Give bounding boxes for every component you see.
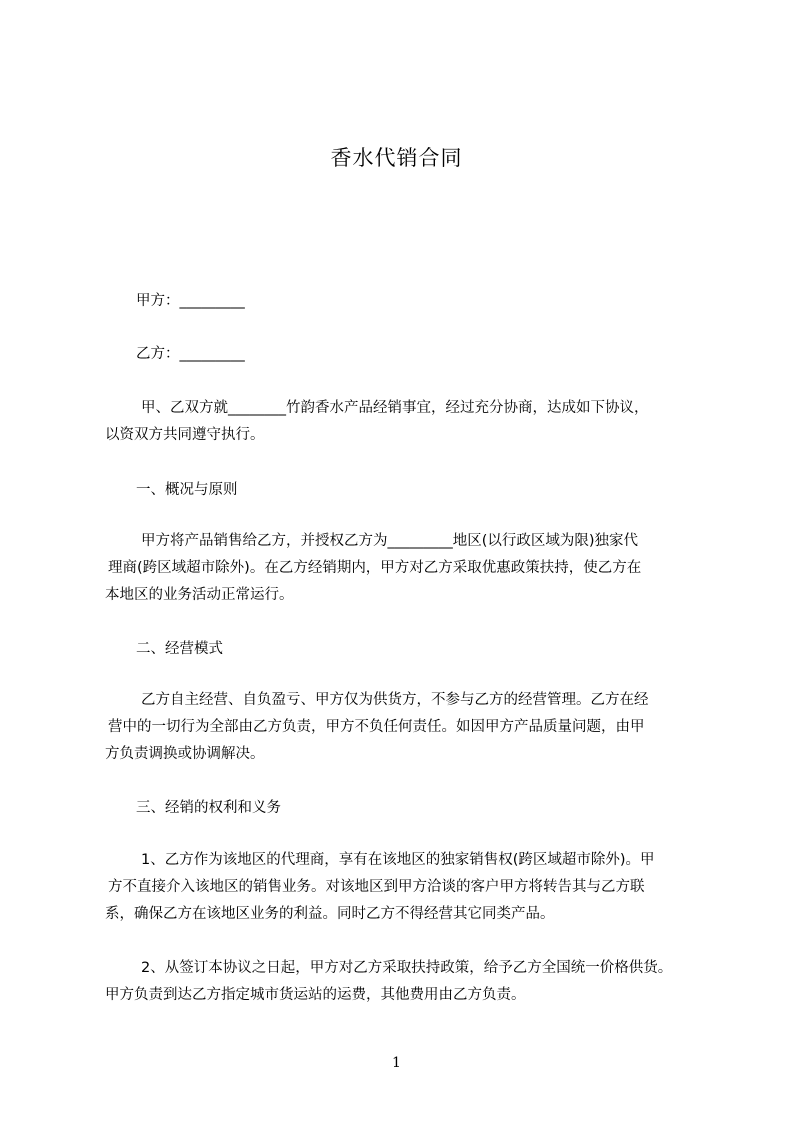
paragraph-line: 甲方负责到达乙方指定城市货运站的运费，其他费用由乙方负责。 xyxy=(105,987,526,1003)
paragraph-line: 方负责调换或协调解决。 xyxy=(105,746,265,762)
paragraph-line: 乙方自主经营、自负盈亏、甲方仅为供货方，不参与乙方的经营管理。乙方在经 xyxy=(141,692,649,708)
document-title: 香水代销合同 xyxy=(330,146,463,170)
paragraph-line: 甲方将产品销售给乙方，并授权乙方为_________地区(以行政区域为限)独家代 xyxy=(141,533,639,549)
intro-line: 甲、乙双方就________竹韵香水产品经销事宜，经过充分协商，达成如下协议， xyxy=(141,400,649,416)
paragraph-line: 营中的一切行为全部由乙方负责，甲方不负任何责任。如因甲方产品质量问题，由甲 xyxy=(108,719,645,735)
party-b-line: 乙方：_________ xyxy=(136,346,245,362)
section-heading: 一、概况与原则 xyxy=(136,482,238,498)
party-a-line: 甲方：_________ xyxy=(136,293,245,309)
page-number: 1 xyxy=(392,1055,401,1071)
paragraph-line: 1、乙方作为该地区的代理商，享有在该地区的独家销售权(跨区域超市除外)。甲 xyxy=(141,852,655,868)
intro-line: 以资双方共同遵守执行。 xyxy=(105,427,265,443)
paragraph-line: 系，确保乙方在该地区业务的利益。同时乙方不得经营其它同类产品。 xyxy=(105,906,555,922)
paragraph-line: 本地区的业务活动正常运行。 xyxy=(105,587,294,603)
section-heading: 三、经销的权利和义务 xyxy=(136,800,281,816)
section-heading: 二、经营模式 xyxy=(136,641,223,657)
paragraph-line: 理商(跨区域超市除外)。在乙方经销期内，甲方对乙方采取优惠政策扶持，使乙方在 xyxy=(108,560,642,576)
paragraph-line: 2、从签订本协议之日起，甲方对乙方采取扶持政策，给予乙方全国统一价格供货。 xyxy=(141,960,673,976)
paragraph-line: 方不直接介入该地区的销售业务。对该地区到甲方洽谈的客户甲方将转告其与乙方联 xyxy=(108,879,645,895)
